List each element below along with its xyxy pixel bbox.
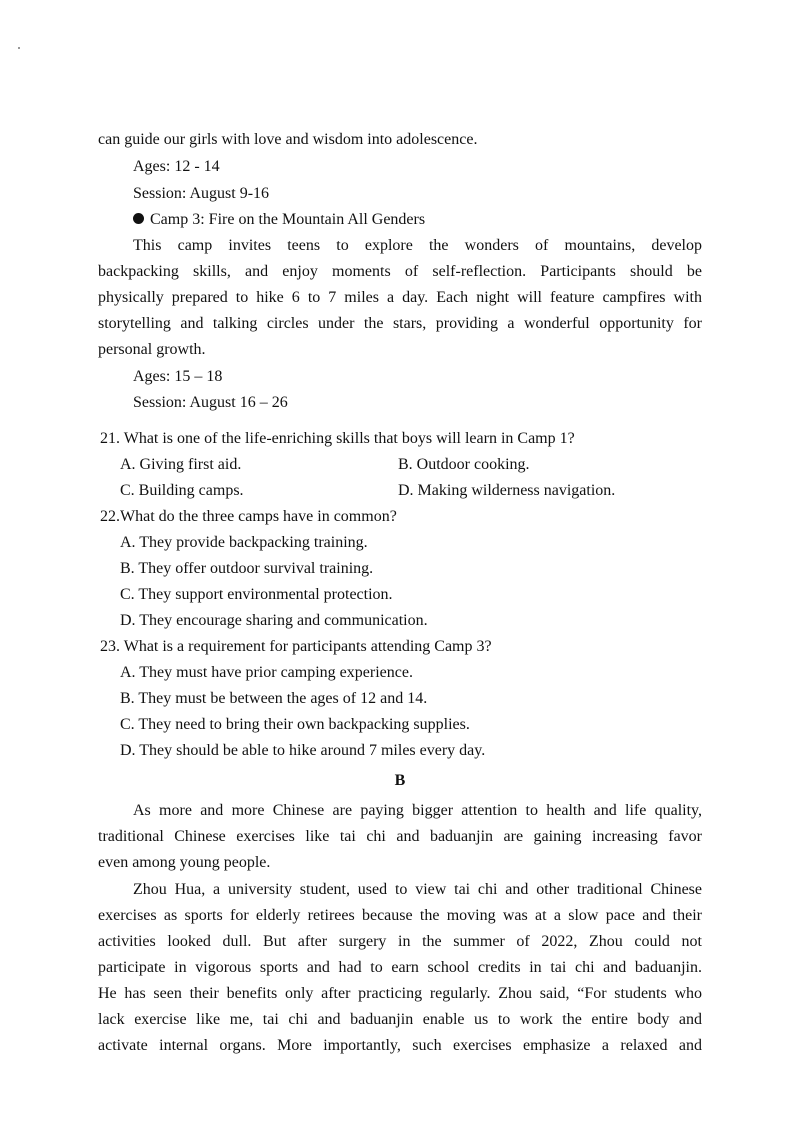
camp3-paragraph-line: personal growth. (98, 341, 206, 358)
passage-line: As more and more Chinese are paying bigger attention to health and life quality, (133, 802, 702, 819)
passage-line: participate in vigorous sports and had to earn school credits in tai chi and baduanjin. (98, 959, 702, 976)
question-21-option-c: C. Building camps. (120, 482, 244, 499)
passage-line: exercises as sports for elderly retirees because the moving was at a slow pace and their (98, 907, 702, 924)
question-23-option-d: D. They should be able to hike around 7 miles every day. (120, 742, 486, 759)
passage-line: Zhou Hua, a university student, used to view tai chi and other traditional Chinese (133, 881, 702, 898)
question-22-option-c: C. They support environmental protection. (120, 586, 393, 603)
question-21-option-d: D. Making wilderness navigation. (398, 482, 616, 499)
camp2-text-end: can guide our girls with love and wisdom into adolescence. (98, 131, 478, 148)
camp3-paragraph-line: physically prepared to hike 6 to 7 miles a day. Each night will feature campfires with (98, 289, 702, 306)
section-b-heading: B (394, 772, 406, 789)
question-23-stem: 23. What is a requirement for participants attending Camp 3? (100, 638, 492, 655)
question-22-option-d: D. They encourage sharing and communication. (120, 612, 428, 629)
camp3-title: Camp 3: Fire on the Mountain All Genders (150, 211, 426, 228)
camp3-paragraph-line: backpacking skills, and enjoy moments of self-reflection. Participants should be (98, 263, 702, 280)
scan-speck (18, 47, 20, 49)
camp3-session: Session: August 16 – 26 (133, 394, 288, 411)
camp2-ages: Ages: 12 - 14 (133, 158, 220, 175)
question-21-stem: 21. What is one of the life-enriching skills that boys will learn in Camp 1? (100, 430, 575, 447)
passage-line: activate internal organs. More importantly, such exercises emphasize a relaxed and (98, 1037, 702, 1054)
question-22-option-b: B. They offer outdoor survival training. (120, 560, 374, 577)
camp3-paragraph-line: This camp invites teens to explore the wonders of mountains, develop (133, 237, 702, 254)
question-22-stem: 22.What do the three camps have in common? (100, 508, 397, 525)
question-22-option-a: A. They provide backpacking training. (120, 534, 368, 551)
passage-line: activities looked dull. But after surgery in the summer of 2022, Zhou could not (98, 933, 702, 950)
question-21-option-a: A. Giving first aid. (120, 456, 242, 473)
camp2-session: Session: August 9-16 (133, 185, 270, 202)
bullet-icon (133, 213, 144, 224)
passage-line: lack exercise like me, tai chi and baduanjin enable us to work the entire body and (98, 1011, 702, 1028)
question-23-option-b: B. They must be between the ages of 12 and 14. (120, 690, 428, 707)
passage-line: traditional Chinese exercises like tai chi and baduanjin are gaining increasing favor (98, 828, 702, 845)
question-21-option-b: B. Outdoor cooking. (398, 456, 530, 473)
question-23-option-a: A. They must have prior camping experience. (120, 664, 413, 681)
camp3-paragraph-line: storytelling and talking circles under the stars, providing a wonderful opportunity for (98, 315, 702, 332)
camp3-heading (133, 210, 702, 230)
question-23-option-c: C. They need to bring their own backpacking supplies. (120, 716, 470, 733)
passage-line: He has seen their benefits only after practicing regularly. Zhou said, “For students who (98, 985, 702, 1002)
passage-line: even among young people. (98, 854, 271, 871)
camp3-ages: Ages: 15 – 18 (133, 368, 223, 385)
